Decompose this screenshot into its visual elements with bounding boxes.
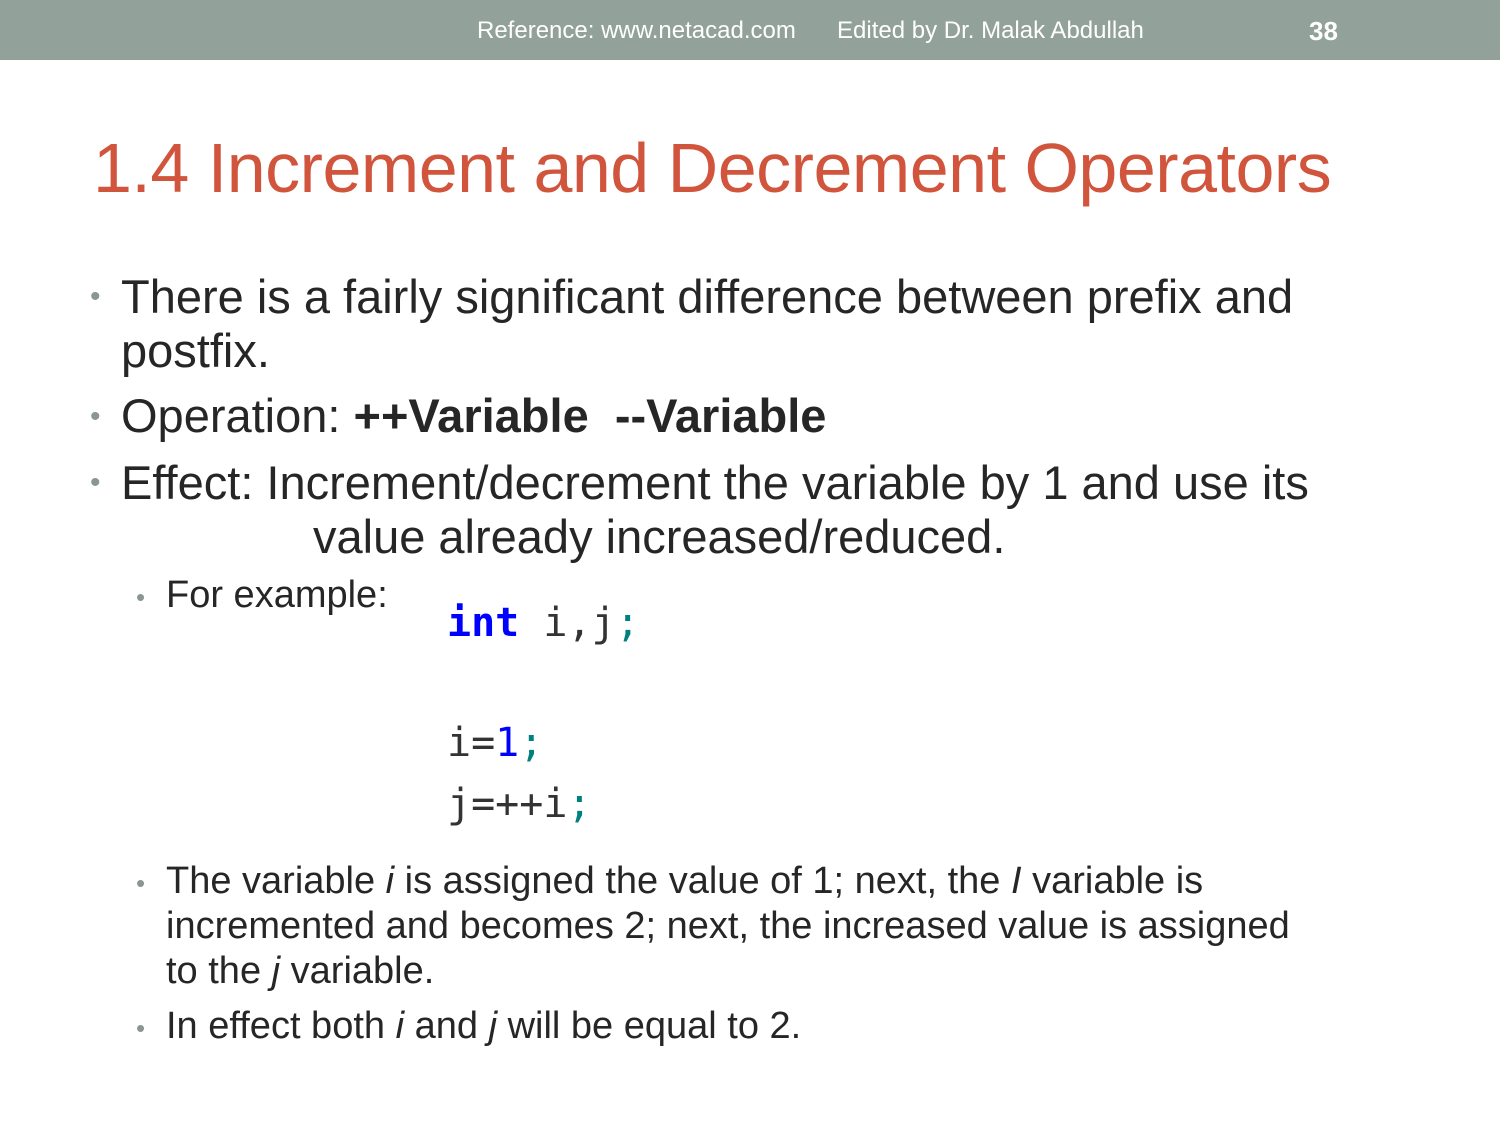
text: will be equal to 2. — [497, 1005, 802, 1047]
code-semicolon: ; — [615, 600, 640, 646]
text: incremented and becomes 2; next, the increased value is assigned — [166, 905, 1290, 947]
effect-bullet — [166, 1004, 801, 1049]
bullet-icon: • — [90, 280, 101, 313]
var-name: j — [488, 1005, 498, 1047]
page-number: 38 — [1309, 16, 1338, 46]
code-semicolon: ; — [567, 781, 592, 827]
explanation-bullet — [166, 859, 1290, 994]
code-text: j=++i — [447, 781, 568, 827]
var-name: j — [271, 950, 281, 992]
bullet-1 — [121, 270, 1293, 378]
text: variable is — [1021, 860, 1204, 902]
text: is assigned the value of 1; next, the — [394, 860, 1011, 902]
example-label: For example: — [166, 574, 388, 616]
code-keyword: int — [447, 600, 520, 646]
slide-header — [0, 0, 1500, 60]
bullet-text: There is a fairly significant difference between prefix and — [121, 270, 1294, 323]
code-number: 1 — [495, 720, 520, 766]
text: and — [404, 1005, 489, 1047]
code-text: i= — [447, 720, 496, 766]
operation-syntax: ++Variable --Variable — [353, 389, 827, 442]
reference-text: Reference: www.netacad.com — [477, 17, 796, 44]
bullet-icon: • — [136, 868, 146, 898]
text: The variable — [166, 860, 386, 902]
text: variable. — [280, 950, 435, 992]
bullet-2 — [121, 389, 826, 443]
bullet-icon: • — [136, 582, 146, 612]
bullet-text: value already increased/reduced. — [313, 510, 1006, 563]
var-name: i — [385, 860, 395, 902]
code-text: i,j — [519, 600, 616, 646]
bullet-icon: • — [90, 400, 101, 433]
slide-title: 1.4 Increment and Decrement Operators — [93, 129, 1332, 207]
var-name: I — [1010, 860, 1022, 902]
editor-text: Edited by Dr. Malak Abdullah — [837, 17, 1144, 44]
var-name: i — [395, 1005, 405, 1047]
code-semicolon: ; — [519, 720, 544, 766]
code-line-3 — [447, 781, 592, 827]
bullet-3 — [121, 456, 1309, 564]
bullet-icon: • — [136, 1013, 146, 1043]
bullet-text: Effect: Increment/decrement the variable by 1 and use its — [121, 456, 1309, 509]
text: to the — [166, 950, 272, 992]
code-line-1 — [447, 600, 640, 646]
bullet-text: Operation: — [121, 389, 354, 442]
bullet-icon: • — [90, 466, 101, 499]
code-line-2 — [447, 720, 543, 766]
text: In effect both — [166, 1005, 396, 1047]
bullet-text: postfix. — [121, 324, 270, 377]
